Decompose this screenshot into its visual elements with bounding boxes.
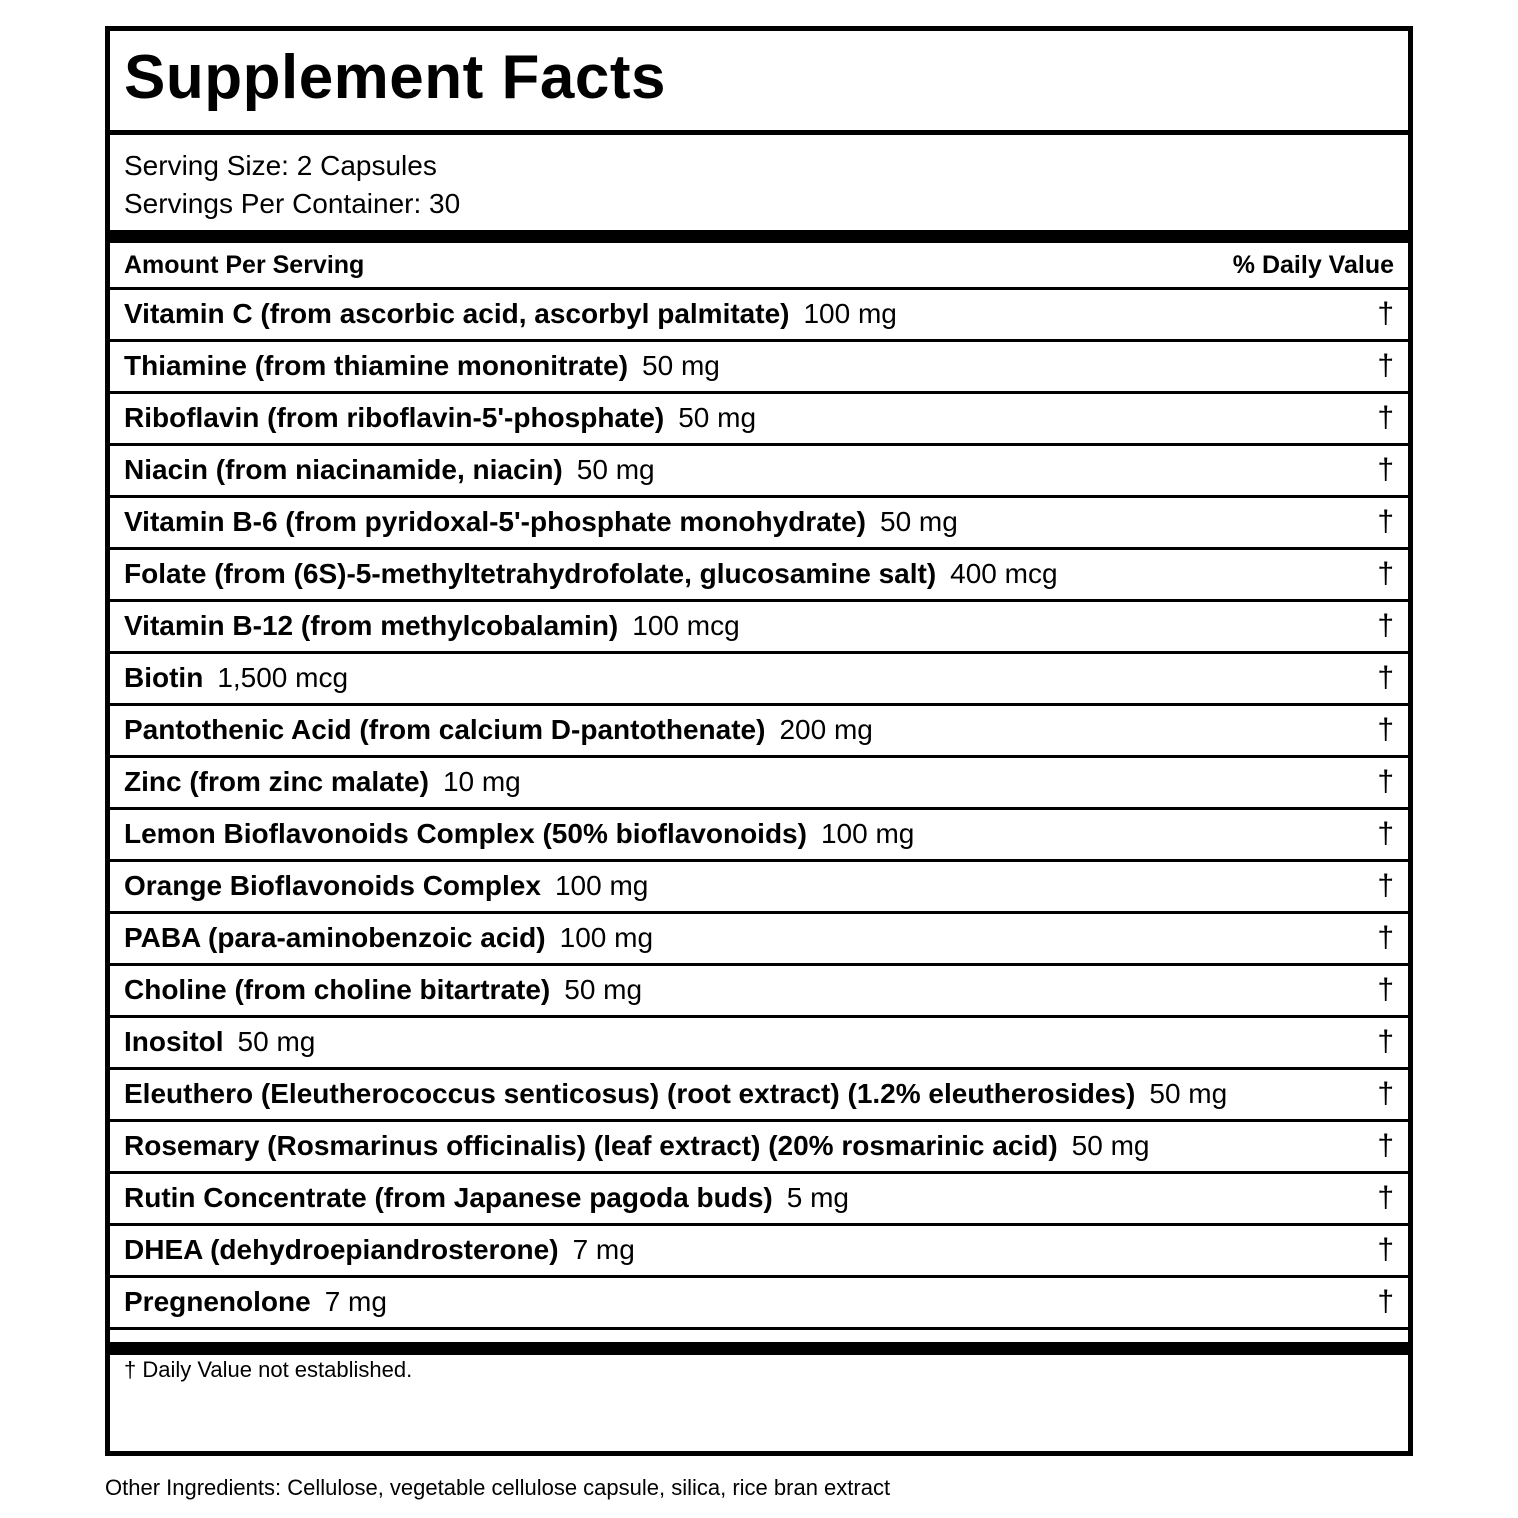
nutrient-row	[110, 651, 1408, 703]
nutrient-amount: 50 mg	[1071, 1130, 1150, 1161]
nutrient-row	[110, 547, 1408, 599]
nutrient-amount: 100 mcg	[632, 610, 740, 641]
nutrient-name: Biotin	[124, 662, 204, 693]
dagger-mark: †	[1377, 401, 1394, 434]
nutrient-row	[110, 911, 1408, 963]
nutrient-name: Niacin (from niacinamide, niacin)	[124, 454, 563, 485]
nutrient-name: Pregnenolone	[124, 1286, 311, 1317]
nutrient-name: Vitamin B-6 (from pyridoxal-5'-phosphate monohydrate)	[124, 506, 866, 537]
nutrient-name: Vitamin C (from ascorbic acid, ascorbyl palmitate)	[124, 298, 790, 329]
panel-title: Supplement Facts	[124, 43, 666, 112]
nutrient-row	[110, 703, 1408, 755]
nutrient-amount: 100 mg	[554, 870, 649, 901]
dagger-mark: †	[1377, 765, 1394, 798]
nutrient-amount: 50 mg	[1149, 1078, 1228, 1109]
nutrient-amount: 200 mg	[779, 714, 873, 745]
dagger-mark: †	[1377, 1285, 1394, 1318]
nutrient-row	[110, 1119, 1408, 1171]
nutrient-name: Lemon Bioflavonoids Complex (50% bioflavonoids)	[124, 818, 807, 849]
nutrient-name: Eleuthero (Eleutherococcus senticosus) (root extract) (1.2% eleutherosides)	[124, 1078, 1136, 1109]
dagger-mark: †	[1377, 349, 1394, 382]
nutrient-amount: 50 mg	[237, 1026, 316, 1057]
nutrient-name: Folate (from (6S)-5-methyltetrahydrofolate, glucosamine salt)	[124, 558, 937, 589]
dagger-mark: †	[1377, 453, 1394, 486]
nutrient-amount: 50 mg	[576, 454, 655, 485]
daily-value-footnote: † Daily Value not established.	[124, 1357, 413, 1382]
dagger-mark: †	[1377, 1181, 1394, 1214]
nutrient-row	[110, 963, 1408, 1015]
dagger-mark: †	[1377, 713, 1394, 746]
nutrient-row	[110, 1275, 1408, 1327]
nutrient-name: Vitamin B-12 (from methylcobalamin)	[124, 610, 619, 641]
nutrient-amount: 50 mg	[678, 402, 757, 433]
nutrient-amount: 400 mcg	[950, 558, 1058, 589]
nutrient-name: Pantothenic Acid (from calcium D-pantothenate)	[124, 714, 766, 745]
thick-divider-top	[110, 230, 1408, 243]
dagger-mark: †	[1377, 505, 1394, 538]
serving-size: Serving Size: 2 Capsules	[124, 150, 437, 181]
dagger-mark: †	[1377, 817, 1394, 850]
nutrient-list	[110, 287, 1408, 1327]
thick-divider-bottom	[110, 1342, 1408, 1355]
nutrient-amount: 100 mg	[803, 298, 897, 329]
other-ingredients: Other Ingredients: Cellulose, vegetable cellulose capsule, silica, rice bran extract	[105, 1475, 891, 1500]
nutrient-row	[110, 495, 1408, 547]
last-row-divider	[110, 1327, 1408, 1330]
dagger-mark: †	[1377, 661, 1394, 694]
nutrient-name: PABA (para-aminobenzoic acid)	[124, 922, 546, 953]
nutrient-amount: 100 mg	[820, 818, 915, 849]
dagger-mark: †	[1377, 1025, 1394, 1058]
nutrient-row	[110, 391, 1408, 443]
dagger-mark: †	[1377, 557, 1394, 590]
nutrient-row	[110, 1015, 1408, 1067]
nutrient-amount: 10 mg	[442, 766, 521, 797]
nutrient-row	[110, 599, 1408, 651]
amount-per-serving-header: Amount Per Serving	[124, 251, 365, 279]
dagger-mark: †	[1377, 1233, 1394, 1266]
nutrient-row	[110, 1171, 1408, 1223]
nutrient-name: Rutin Concentrate (from Japanese pagoda buds)	[124, 1182, 773, 1213]
dagger-mark: †	[1377, 921, 1394, 954]
dagger-mark: †	[1377, 973, 1394, 1006]
nutrient-amount: 1,500 mcg	[217, 662, 349, 693]
nutrient-row	[110, 755, 1408, 807]
nutrient-row	[110, 1067, 1408, 1119]
nutrient-name: Riboflavin (from riboflavin-5'-phosphate)	[124, 402, 665, 433]
nutrient-amount: 50 mg	[880, 506, 958, 537]
nutrient-row	[110, 1223, 1408, 1275]
nutrient-amount: 50 mg	[564, 974, 643, 1005]
nutrient-name: Thiamine (from thiamine mononitrate)	[124, 350, 629, 381]
servings-per-container: Servings Per Container: 30	[124, 188, 461, 219]
nutrient-row	[110, 443, 1408, 495]
nutrient-name: DHEA (dehydroepiandrosterone)	[124, 1234, 559, 1265]
nutrient-amount: 100 mg	[559, 922, 654, 953]
dagger-mark: †	[1377, 609, 1394, 642]
nutrient-amount: 7 mg	[572, 1234, 635, 1265]
nutrient-name: Orange Bioflavonoids Complex	[124, 870, 541, 901]
dagger-mark: †	[1377, 1129, 1394, 1162]
nutrient-row	[110, 807, 1408, 859]
title-divider	[110, 130, 1408, 135]
nutrient-name: Rosemary (Rosmarinus officinalis) (leaf extract) (20% rosmarinic acid)	[124, 1130, 1058, 1161]
nutrient-row	[110, 339, 1408, 391]
supplement-facts-panel	[105, 26, 1413, 1456]
dagger-mark: †	[1377, 297, 1394, 330]
nutrient-amount: 5 mg	[786, 1182, 849, 1213]
nutrient-amount: 7 mg	[324, 1286, 387, 1317]
nutrient-row	[110, 287, 1408, 339]
daily-value-header: % Daily Value	[1232, 251, 1394, 279]
nutrient-amount: 50 mg	[642, 350, 720, 381]
nutrient-row	[110, 859, 1408, 911]
nutrient-name: Choline (from choline bitartrate)	[124, 974, 551, 1005]
nutrient-name: Zinc (from zinc malate)	[124, 766, 429, 797]
dagger-mark: †	[1377, 869, 1394, 902]
nutrient-name: Inositol	[124, 1026, 224, 1057]
dagger-mark: †	[1377, 1077, 1394, 1110]
